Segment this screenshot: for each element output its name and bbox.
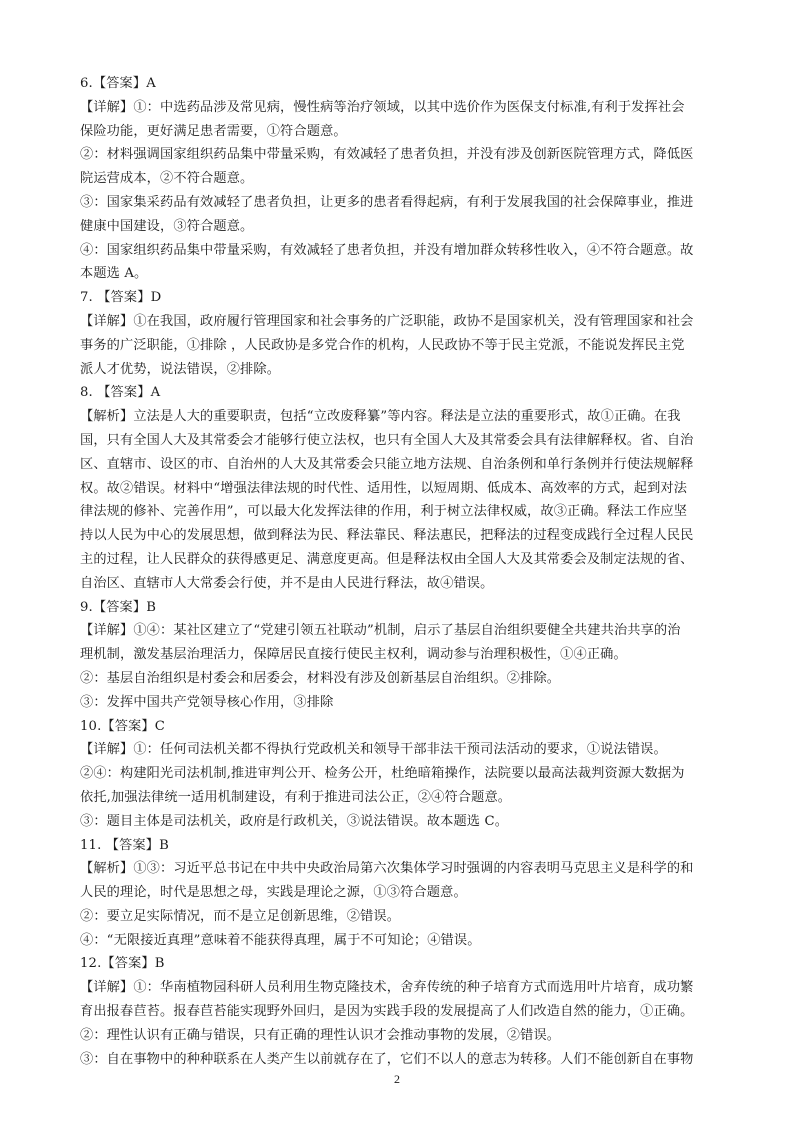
text-line: ②：基层自治组织是村委会和居委会，材料没有涉及创新基层自治组织。②排除。 (80, 670, 561, 686)
text-line: ②：材料强调国家组织药品集中带量采购，有效减轻了患者负担，并没有涉及创新医院管理方式，降低医 (80, 147, 694, 163)
text-line: ③：国家集采药品有效减轻了患者负担，让更多的患者看得起病，有利于发展我国的社会保障事业，推进 (80, 194, 694, 210)
text-line: ③：自在事物中的种种联系在人类产生以前就存在了，它们不以人的意志为转移。人们不能创新自在事物 (80, 1051, 694, 1067)
text-line: 事务的广泛职能，①排除 ，人民政协是多党合作的机构，人民政协不等于民主党派，不能说发挥民主党 (80, 337, 685, 353)
answer-explanations (80, 72, 728, 1071)
text-line: 8. 【答案】A (80, 385, 161, 401)
text-line: 人民的理论，时代是思想之母，实践是理论之源，①③符合题意。 (80, 885, 467, 901)
text-line: 育出报春苣苔。报春苣苔能实现野外回归，是因为实践手段的发展提高了人们改造自然的能力，①正确。 (80, 1004, 694, 1020)
text-line: 律法规的修补、完善作用”，可以最大化发挥法律的作用，利于树立法律权威，故③正确。释法工作应坚 (80, 504, 688, 520)
text-line: ④：“无限接近真理”意味着不能获得真理，属于不可知论；④错误。 (80, 932, 481, 948)
text-line: 健康中国建设，③符合题意。 (80, 218, 254, 234)
text-line: ④：国家组织药品集中带量采购，有效减轻了患者负担，并没有增加群众转移性收入，④不符合题意。故 (80, 242, 694, 258)
text-line: ②：要立足实际情况，而不是立足创新思维，②错误。 (80, 908, 401, 924)
text-line: 区、直辖市、设区的市、自治州的人大及其常委会只能立地方法规、自治条例和单行条例并行使法规解释 (80, 456, 694, 472)
text-line: 【详解】①在我国，政府履行管理国家和社会事务的广泛职能，政协不是国家机关，没有管理国家和社会 (80, 313, 694, 329)
text-line: 院运营成本，②不符合题意。 (80, 171, 254, 187)
text-line: 保险功能，更好满足患者需要，①符合题意。 (80, 123, 347, 139)
text-line: 11. 【答案】B (80, 837, 169, 853)
text-line: 【详解】①：中选药品涉及常见病，慢性病等治疗领域，以其中选价作为医保支付标准,有利于发挥社会 (80, 99, 685, 115)
text-line: 7. 【答案】D (80, 290, 162, 306)
text-line: 9.【答案】B (80, 599, 157, 615)
text-line: ②④：构建阳光司法机制,推进审判公开、检务公开，杜绝暗箱操作，法院要以最高法裁判资源大数据为 (80, 766, 685, 782)
text-line: ③：发挥中国共产党领导核心作用，③排除 (80, 694, 334, 710)
text-line: ③：题目主体是司法机关，政府是行政机关，③说法错误。故本题选 C。 (80, 813, 509, 829)
text-line: 【详解】①：任何司法机关都不得执行党政机关和领导干部非法干预司法活动的要求，①说法错误。 (80, 742, 667, 758)
text-line: 10.【答案】C (80, 718, 166, 734)
text-line: 【详解】①④：某社区建立了“党建引领五社联动”机制，启示了基层自治组织要健全共建共治共享的治 (80, 623, 681, 639)
text-line: 依托,加强法律统一适用机制建设，有利于推进司法公正，②④符合题意。 (80, 789, 512, 805)
text-line: 权。故②错误。材料中“增强法律法规的时代性、适用性，以短周期、低成本、高效率的方式，起到对法 (80, 480, 688, 496)
text-line: 6.【答案】A (80, 76, 156, 91)
text-line: 【详解】①：华南植物园科研人员利用生物克隆技术，舍弃传统的种子培育方式而选用叶片培育，成功繁 (80, 980, 694, 996)
text-line: 理机制，激发基层治理活力，保障居民直接行使民主权利，调动参与治理积极性，①④正确。 (80, 647, 627, 663)
text-line: 自治区、直辖市人大常委会行使，并不是由人民进行释法，故④错误。 (80, 575, 494, 591)
text-line: 本题选 A。 (80, 266, 148, 282)
text-line: 【解析】立法是人大的重要职责，包括“立改废释纂”等内容。释法是立法的重要形式，故①正确。在我 (80, 409, 681, 425)
text-line: 【解析】①③：习近平总书记在中共中央政治局第六次集体学习时强调的内容表明马克思主义是科学的和 (80, 861, 694, 877)
text-line: 国，只有全国人大及其常委会才能够行使立法权，也只有全国人大及其常委会具有法律解释权。省、自治 (80, 432, 694, 448)
text-line: 派人才优势，说法错误，②排除。 (80, 361, 281, 377)
text-line: 持以人民为中心的发展思想，做到释法为民、释法靠民、释法惠民，把释法的过程变成践行全过程人民民 (80, 528, 694, 544)
text-line: ②：理性认识有正确与错误，只有正确的理性认识才会推动事物的发展，②错误。 (80, 1027, 561, 1043)
page-number: 2 (394, 1072, 400, 1086)
text-line: 12.【答案】B (80, 956, 165, 972)
text-line: 主的过程，让人民群众的获得感更足、满意度更高。但是释法权由全国人大及其常委会及制定法规的省、 (80, 551, 694, 567)
